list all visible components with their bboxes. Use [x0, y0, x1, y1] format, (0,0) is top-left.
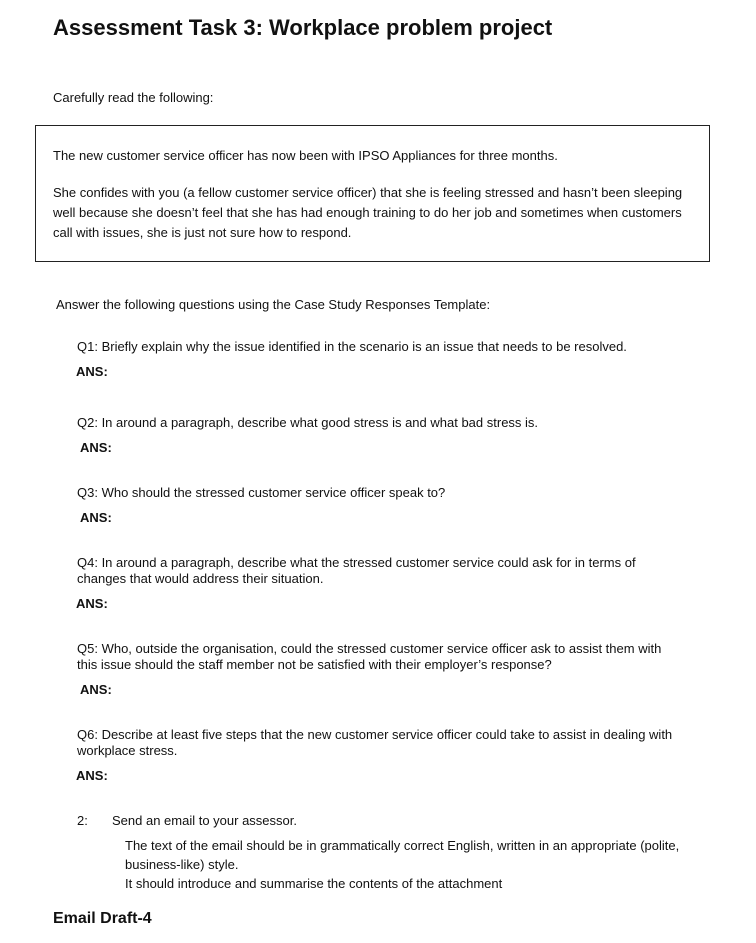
task-2-line-2: It should introduce and summarise the contents of the attachment	[125, 876, 503, 891]
answer-label-4: ANS:	[76, 596, 108, 611]
answer-label-2: ANS:	[80, 440, 112, 455]
answer-label-1: ANS:	[76, 364, 108, 379]
email-draft-heading: Email Draft-4	[53, 910, 152, 927]
task-2-line-1: The text of the email should be in grammatically correct English, written in an appropriate (polite, business-like) style.	[125, 838, 680, 872]
intro-text: Carefully read the following:	[53, 90, 214, 105]
instruction-text: Answer the following questions using the Case Study Responses Template:	[56, 297, 491, 312]
question-1: Q1: Briefly explain why the issue identified in the scenario is an issue that needs to be resolved.	[77, 339, 627, 354]
question-4: Q4: In around a paragraph, describe what the stressed customer service could ask for in terms of changes that would address their situation.	[77, 555, 636, 586]
question-5: Q5: Who, outside the organisation, could the stressed customer service officer ask to assist them with this issue should the staff member not be satisfied with their employer’s response?	[77, 641, 662, 672]
scenario-box	[35, 125, 710, 262]
answer-label-5: ANS:	[80, 682, 112, 697]
question-6: Q6: Describe at least five steps that the new customer service officer could take to assist in dealing with workplace stress.	[77, 727, 673, 758]
page-title: Assessment Task 3: Workplace problem project	[53, 15, 553, 40]
answer-label-3: ANS:	[80, 510, 112, 525]
task-2-number: 2:	[77, 813, 88, 828]
scenario-paragraph-1: The new customer service officer has now been with IPSO Appliances for three months.	[53, 148, 558, 163]
question-2: Q2: In around a paragraph, describe what good stress is and what bad stress is.	[77, 415, 539, 430]
scenario-paragraph-2: She confides with you (a fellow customer service officer) that she is feeling stressed and hasn’t been sleeping well because she doesn’t feel that she has had enough training to do her job and sometimes when customers call with issues, she is just not sure how to respond.	[53, 185, 683, 240]
task-2-label: Send an email to your assessor.	[112, 813, 297, 828]
answer-label-6: ANS:	[76, 768, 108, 783]
question-3: Q3: Who should the stressed customer service officer speak to?	[77, 485, 446, 500]
